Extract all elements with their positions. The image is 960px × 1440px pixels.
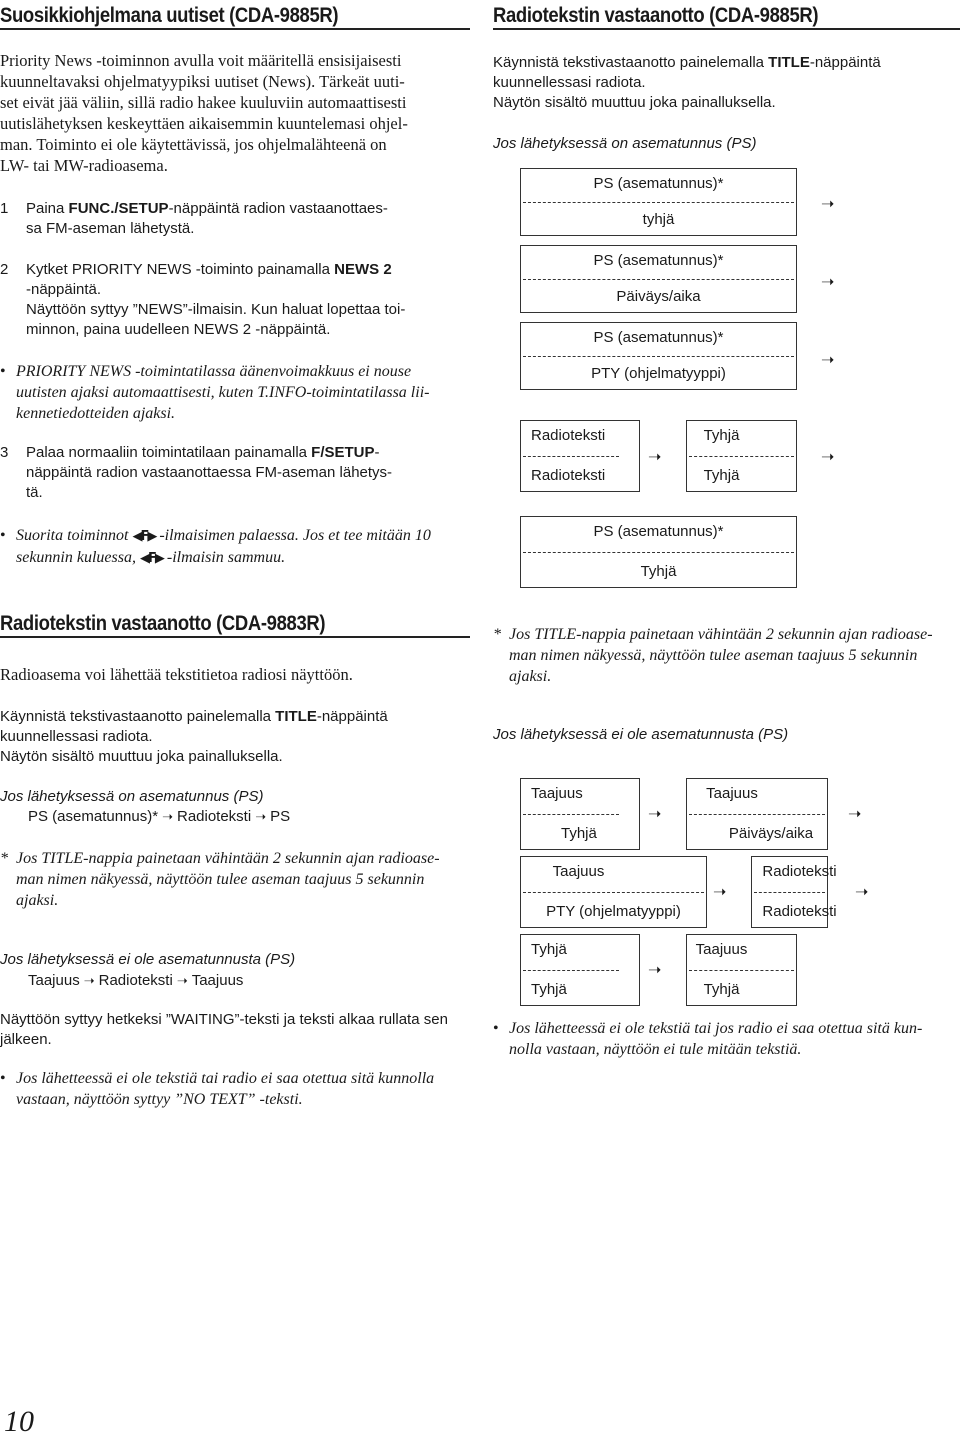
box-top-text: Taajuus — [695, 941, 748, 958]
footnote-line: man nimen näkyessä, näyttöön tulee aseman taajuus 5 sekunnin — [16, 871, 425, 888]
dashed-divider — [689, 814, 825, 815]
footnote-mark: * — [493, 626, 501, 643]
box-bottom-text: Päiväys/aika — [728, 825, 814, 842]
nops-heading: Jos lähetyksessä ei ole asematunnusta (PS) — [0, 951, 296, 968]
step-text: minnon, paina uudelleen NEWS 2 -näppäintä. — [26, 321, 331, 338]
dashed-divider — [523, 279, 794, 280]
footnote-left — [0, 848, 470, 911]
step-text: näppäintä radion vastaanottaessa FM-aseman lähetys- — [26, 464, 393, 481]
ps-sequence — [28, 807, 470, 828]
dashed-divider — [523, 356, 794, 357]
step-number: 3 — [0, 444, 9, 461]
body-text: kuunnellessasi radiota. — [493, 74, 646, 91]
section-title-radiotext-9885: Radiotekstin vastaanotto (CDA-9885R) — [493, 4, 819, 27]
box-top-text: PS (asematunnus)* — [593, 329, 724, 346]
dashed-divider — [523, 456, 619, 457]
step-number: 1 — [0, 200, 9, 217]
priority-news-intro — [0, 50, 470, 176]
nops-box-5 — [520, 934, 640, 1006]
footnote-line: Jos TITLE-nappia painetaan vähintään 2 sekunnin ajan radioase- — [16, 850, 440, 867]
box-top-text: Tyhjä — [531, 941, 567, 958]
arrow-icon: ➝ — [821, 272, 835, 291]
arrow-icon: ➝ — [648, 804, 662, 823]
seq-item: PS (asematunnus)* — [28, 808, 159, 825]
step-text: Näyttöön syttyy ”NEWS”-ilmaisin. Kun haluat lopettaa toi- — [26, 301, 406, 318]
dashed-divider — [689, 970, 794, 971]
dashed-divider — [689, 456, 794, 457]
body-text: Näytön sisältö muuttuu joka painalluksella. — [0, 748, 283, 765]
body-text: jälkeen. — [0, 1031, 52, 1048]
box-bottom-text: PTY (ohjelmatyyppi) — [591, 365, 726, 382]
box-bottom-text: Tyhjä — [703, 981, 740, 998]
box-top-text: Radioteksti — [531, 427, 606, 444]
body-text: Näytön sisältö muuttuu joka painalluksella. — [493, 94, 776, 111]
box-top-text: PS (asematunnus)* — [593, 175, 724, 192]
step-text: Kytket PRIORITY NEWS -toiminto painamalla — [26, 261, 335, 278]
step-2 — [0, 260, 470, 340]
box-bottom-text: Radioteksti — [762, 903, 837, 920]
box-bottom-text: Tyhjä — [531, 981, 567, 998]
bullet-line: kennetiedotteiden ajaksi. — [16, 405, 176, 422]
section-title-priority-news: Suosikkiohjelmana uutiset (CDA-9885R) — [0, 4, 339, 27]
box-bottom-text: Päiväys/aika — [616, 288, 701, 305]
box-bottom-text: Tyhjä — [561, 825, 597, 842]
step-text: sa FM-aseman lähetystä. — [26, 220, 195, 237]
intro-line: uutislähetyksen keskeyttäen aikaisemmin kuuntelemasi ohjel- — [0, 114, 408, 133]
body-text: Käynnistä tekstivastaanotto painelemalla — [0, 708, 276, 725]
step-number: 2 — [0, 261, 9, 278]
box-top-text: Taajuus — [531, 785, 583, 802]
body-text: Käynnistä tekstivastaanotto painelemalla — [493, 54, 769, 71]
bullet-line: PRIORITY NEWS -toimintatilassa äänenvoimakkuus ei nouse — [16, 363, 412, 380]
arrow-icon: ➝ — [162, 810, 173, 825]
body-text: -näppäintä — [809, 54, 881, 71]
step-3 — [0, 443, 470, 503]
bullet-dot: • — [493, 1020, 499, 1037]
intro-line: LW- tai MW-radioasema. — [0, 156, 168, 175]
dashed-divider — [523, 552, 794, 553]
step-text: tä. — [26, 484, 43, 501]
bullet-line: Jos lähetteessä ei ole tekstiä tai jos radio ei saa otettua sitä kun- — [509, 1020, 923, 1037]
footnote-line: ajaksi. — [16, 892, 59, 909]
step-text: - — [374, 444, 380, 461]
box-top-text: Tyhjä — [703, 427, 740, 444]
arrow-icon: ➝ — [821, 447, 835, 466]
step-text: -näppäintä radion vastaanottaes- — [168, 200, 388, 217]
arrow-icon: ➝ — [83, 974, 95, 989]
ps-heading: Jos lähetyksessä on asematunnus (PS) — [493, 135, 757, 152]
arrow-icon: ➝ — [821, 350, 835, 369]
nops-box-3 — [520, 856, 707, 928]
seq-item: PS — [270, 808, 291, 825]
intro-line: set eivät jää väliin, sillä radio hakee kuuluviin automaattisesti — [0, 93, 407, 112]
bullet-line: uutisten ajaksi automaattisesti, kuten T.INFO-toimintatilassa lii- — [16, 384, 430, 401]
box-bottom-text: Tyhjä — [640, 563, 677, 580]
seq-item: Radioteksti — [98, 972, 173, 989]
ps-box-4 — [520, 420, 640, 492]
body-text: Näyttöön syttyy hetkeksi ”WAITING”-teksti ja teksti alkaa rullata sen — [0, 1011, 448, 1028]
ps-box-2 — [520, 245, 797, 313]
section-title-radiotext-9883: Radiotekstin vastaanotto (CDA-9883R) — [0, 612, 326, 635]
dashed-divider — [523, 202, 794, 203]
dashed-divider — [523, 814, 619, 815]
footnote-line: man nimen näkyessä, näyttöön tulee aseman taajuus 5 sekunnin — [509, 647, 918, 664]
f-indicator-icon: ◀F▶ — [132, 529, 156, 544]
box-top-text: Radioteksti — [762, 863, 837, 880]
dashed-divider — [523, 892, 704, 893]
bullet-f-indicator — [0, 525, 470, 569]
page-number: 10 — [4, 1405, 34, 1438]
bullet-line: Jos lähetteessä ei ole tekstiä tai radio ei saa otettua sitä kunnolla — [16, 1070, 435, 1087]
nops-heading: Jos lähetyksessä ei ole asematunnusta (PS) — [493, 726, 789, 743]
box-bottom-text: tyhjä — [642, 211, 675, 228]
key-news2: NEWS 2 — [334, 261, 392, 278]
key-fsetup: F/SETUP — [311, 444, 375, 461]
seq-item: Radioteksti — [176, 808, 252, 825]
step-text: -näppäintä. — [26, 281, 102, 298]
arrow-icon: ➝ — [855, 882, 869, 901]
nops-box-4 — [751, 856, 837, 928]
nops-sequence — [28, 971, 470, 992]
footnote-right — [493, 624, 960, 687]
dashed-divider — [754, 892, 825, 893]
arrow-icon: ➝ — [648, 960, 662, 979]
ps-box-3 — [520, 322, 797, 390]
section-rule — [493, 28, 960, 30]
body-text: -näppäintä — [316, 708, 388, 725]
dashed-divider — [523, 970, 619, 971]
body-text: kuunnellessasi radiota. — [0, 728, 153, 745]
section-rule — [0, 28, 470, 30]
box-top-text: Taajuus — [706, 785, 758, 802]
seq-item: Taajuus — [191, 972, 244, 989]
arrow-icon: ➝ — [713, 882, 727, 901]
box-bottom-text: Radioteksti — [531, 467, 606, 484]
step-text: Paina — [26, 200, 69, 217]
box-bottom-text: PTY (ohjelmatyyppi) — [546, 903, 681, 920]
footnote-line: ajaksi. — [509, 668, 552, 685]
nops-box-2 — [686, 778, 828, 850]
bullet-line: vastaan, näyttöön syttyy ”NO TEXT” -teksti. — [16, 1091, 303, 1108]
footnote-mark: * — [0, 850, 8, 867]
bullet-dot: • — [0, 527, 6, 544]
radiotext-start — [493, 53, 960, 113]
bullet-no-text — [0, 1068, 470, 1110]
intro-line: man. Toiminto ei ole käytettävissä, jos ohjelmalähteenä on — [0, 135, 387, 154]
nops-box-1 — [520, 778, 640, 850]
bullet-text: Suorita toiminnot — [16, 527, 133, 544]
nops-box-6 — [686, 934, 797, 1006]
step-text: Palaa normaaliin toimintatilaan painamalla — [26, 444, 312, 461]
bullet-dot: • — [0, 1070, 6, 1087]
arrow-icon: ➝ — [821, 194, 835, 213]
arrow-icon: ➝ — [848, 804, 862, 823]
arrow-icon: ➝ — [176, 974, 188, 989]
arrow-icon: ➝ — [648, 447, 662, 466]
bullet-no-text-right — [493, 1018, 960, 1060]
bullet-dot: • — [0, 363, 6, 380]
bullet-line: nolla vastaan, näyttöön ei tule mitään tekstiä. — [509, 1041, 802, 1058]
waiting-text — [0, 1010, 470, 1050]
step-1 — [0, 199, 470, 239]
box-bottom-text: Tyhjä — [703, 467, 740, 484]
box-top-text: PS (asematunnus)* — [593, 523, 724, 540]
key-setup: /SETUP — [114, 200, 169, 217]
ps-heading: Jos lähetyksessä on asematunnus (PS) — [0, 788, 264, 805]
ps-box-1 — [520, 168, 797, 236]
f-indicator-icon: ◀F▶ — [139, 551, 163, 566]
radiotext-start — [0, 707, 470, 767]
intro-line: kuunneltavaksi ohjelmatyypiksi uutiset (News). Tärkeät uuti- — [0, 72, 405, 91]
section-rule — [0, 636, 470, 638]
arrow-icon: ➝ — [255, 810, 267, 825]
key-title: TITLE — [768, 54, 810, 71]
ps-box-5 — [686, 420, 797, 492]
intro-line: Priority News -toiminnon avulla voit määritellä ensisijaisesti — [0, 51, 402, 70]
key-title: TITLE — [275, 708, 317, 725]
seq-item: Taajuus — [28, 972, 80, 989]
box-top-text: PS (asematunnus)* — [593, 252, 724, 269]
box-top-text: Taajuus — [552, 863, 605, 880]
bullet-text: sekunnin kuluessa, — [16, 549, 140, 566]
bullet-text: -ilmaisimen palaessa. Jos et tee mitään 10 — [155, 527, 431, 544]
ps-box-6 — [520, 516, 797, 588]
radiotext-intro: Radioasema voi lähettää tekstitietoa radiosi näyttöön. — [0, 665, 353, 684]
bullet-text: -ilmaisin sammuu. — [162, 549, 286, 566]
footnote-line: Jos TITLE-nappia painetaan vähintään 2 sekunnin ajan radioase- — [509, 626, 933, 643]
bullet-priority-volume — [0, 361, 470, 424]
key-func: FUNC. — [68, 200, 115, 217]
